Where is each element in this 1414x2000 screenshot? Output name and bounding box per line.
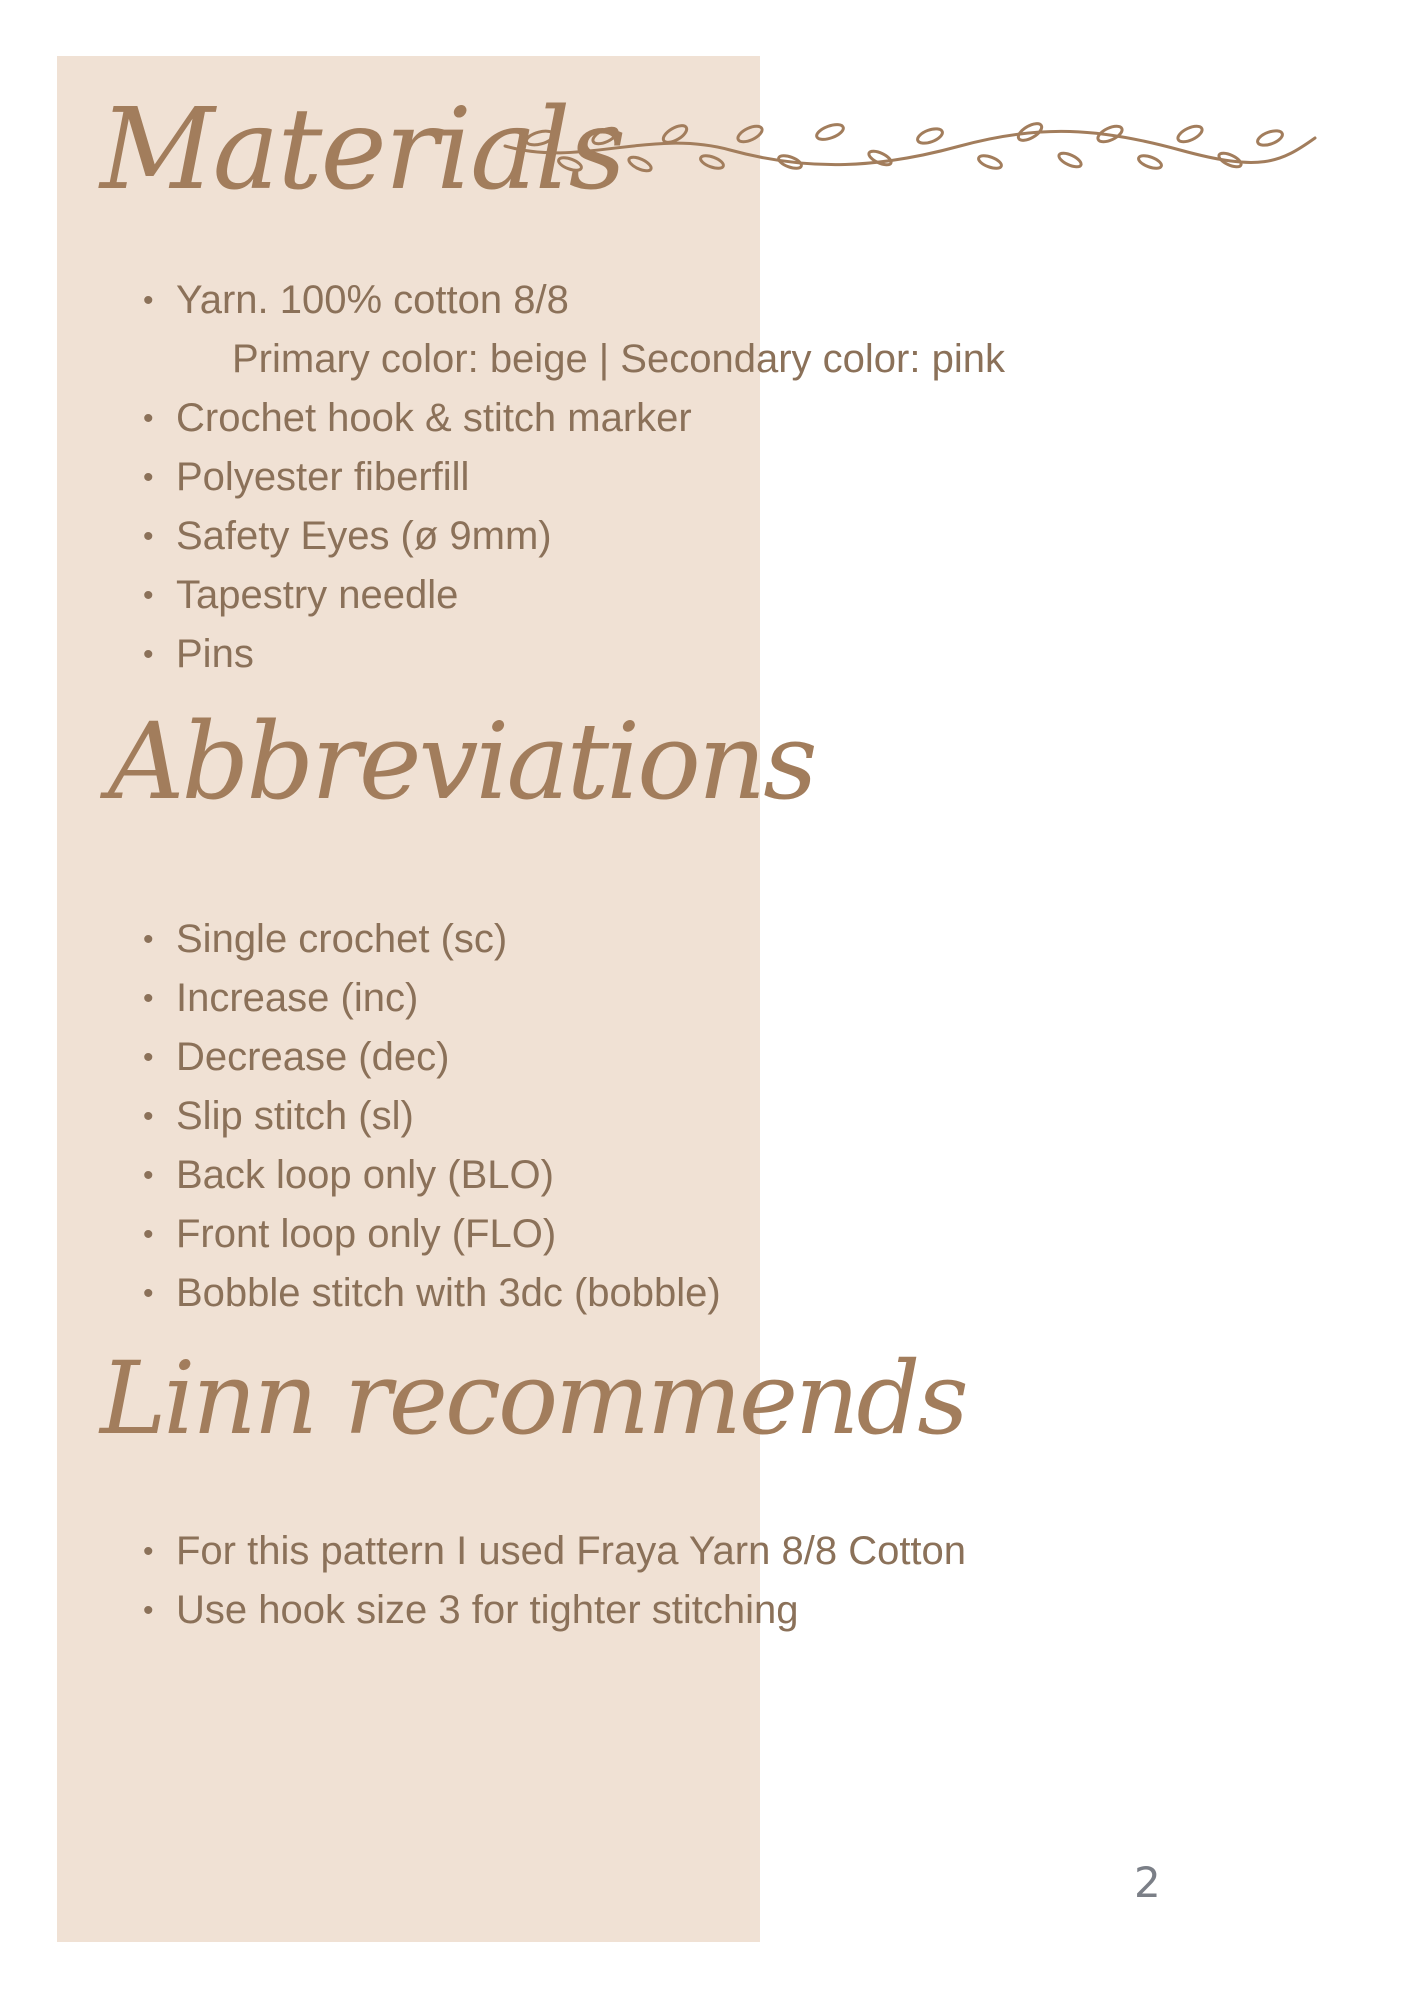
bullet-dot-icon: • <box>143 1041 154 1074</box>
list-item: • Increase (inc) <box>140 969 721 1028</box>
list-item: • Tapestry needle <box>140 566 1005 625</box>
bullet-dot-icon: • <box>143 1100 154 1133</box>
list-item: • Front loop only (FLO) <box>140 1205 721 1264</box>
bullet-dot-icon: • <box>143 923 154 956</box>
bullet-dot-icon: • <box>143 402 154 435</box>
abbreviations-heading: Abbreviations <box>108 700 815 823</box>
recommends-heading: Linn recommends <box>100 1340 966 1457</box>
list-item: • Single crochet (sc) <box>140 910 721 969</box>
list-item: • Back loop only (BLO) <box>140 1146 721 1205</box>
bullet-dot-icon: • <box>143 1159 154 1192</box>
list-item: • Safety Eyes (ø 9mm) <box>140 507 1005 566</box>
bullet-dot-icon: • <box>143 982 154 1015</box>
materials-list <box>140 271 1005 684</box>
list-item: • Yarn. 100% cotton 8/8 <box>140 271 1005 330</box>
list-item: • Slip stitch (sl) <box>140 1087 721 1146</box>
bullet-dot-icon: • <box>143 1277 154 1310</box>
bullet-dot-icon: • <box>143 638 154 671</box>
bullet-dot-icon: • <box>143 520 154 553</box>
list-item: • Bobble stitch with 3dc (bobble) <box>140 1264 721 1323</box>
list-item: • Crochet hook & stitch marker <box>140 389 1005 448</box>
bullet-dot-icon: • <box>143 1218 154 1251</box>
list-item: • Pins <box>140 625 1005 684</box>
page-number: 2 <box>1134 1858 1161 1907</box>
materials-heading: Materials <box>100 85 625 215</box>
list-item: • For this pattern I used Fraya Yarn 8/8 Cotton <box>140 1522 966 1581</box>
bullet-dot-icon: • <box>143 579 154 612</box>
list-item: • Use hook size 3 for tighter stitching <box>140 1581 966 1640</box>
bullet-dot-icon: • <box>143 461 154 494</box>
list-item: • Decrease (dec) <box>140 1028 721 1087</box>
bullet-dot-icon: • <box>143 1535 154 1568</box>
bullet-dot-icon: • <box>143 1594 154 1627</box>
bullet-dot-icon: • <box>143 284 154 317</box>
list-item-subline: Primary color: beige | Secondary color: pink <box>232 337 1005 381</box>
recommends-list <box>140 1522 966 1640</box>
abbreviations-list <box>140 910 721 1323</box>
list-item: • Polyester fiberfill <box>140 448 1005 507</box>
vine-divider-icon <box>500 108 1320 198</box>
